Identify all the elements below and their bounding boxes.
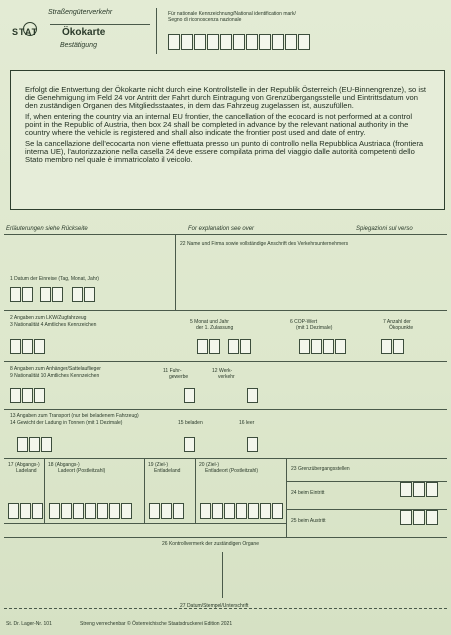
cop-box[interactable]: [335, 339, 346, 354]
field-16-label: 16 leer: [239, 420, 255, 426]
entry-box[interactable]: [400, 482, 412, 497]
field-25-label: 25 beim Austritt: [291, 518, 326, 524]
field-12-label-a: 12 Werk-: [212, 368, 233, 374]
divider: [44, 459, 45, 523]
exit-box[interactable]: [400, 510, 412, 525]
weight-box[interactable]: [41, 437, 52, 452]
field-7-label-b: Ökopunkte: [389, 325, 414, 331]
unloading-country-box[interactable]: [149, 503, 160, 519]
trailer-nationality-box[interactable]: [22, 388, 33, 403]
field-9-10-label: 9 Nationalität 10 Amtliches Kennzeichen: [10, 373, 100, 379]
loading-country-box[interactable]: [20, 503, 31, 519]
trailer-nationality-box[interactable]: [34, 388, 45, 403]
registration-month-box[interactable]: [209, 339, 220, 354]
loaded-checkbox[interactable]: [184, 437, 195, 452]
field-14-label: 14 Gewicht der Ladung in Tonnen (mit 1 Dezimale): [10, 420, 123, 426]
field-27-label: 27 Datum/Stempel/Unterschrift: [180, 603, 249, 609]
cop-box[interactable]: [311, 339, 322, 354]
date-box[interactable]: [40, 287, 51, 302]
registration-year-box[interactable]: [240, 339, 251, 354]
field-17-label-b: Ladeland: [16, 468, 37, 474]
weight-box[interactable]: [17, 437, 28, 452]
ident-box[interactable]: [246, 34, 258, 50]
logo-mark: [12, 22, 46, 40]
ident-box[interactable]: [181, 34, 193, 50]
ident-box[interactable]: [220, 34, 232, 50]
unloading-postcode-box[interactable]: [260, 503, 271, 519]
trailer-nationality-box[interactable]: [10, 388, 21, 403]
ident-box[interactable]: [285, 34, 297, 50]
divider: [222, 552, 223, 598]
divider: [4, 234, 447, 235]
loading-postcode-box[interactable]: [49, 503, 60, 519]
ident-box[interactable]: [272, 34, 284, 50]
divider: [175, 234, 176, 310]
unloading-postcode-box[interactable]: [200, 503, 211, 519]
explain-it: Spiegazioni sul verso: [356, 226, 413, 232]
field-8-label: 8 Angaben zum Anhänger/Sattelauflieger: [10, 366, 101, 372]
divider: [286, 459, 287, 537]
loading-country-box[interactable]: [8, 503, 19, 519]
divider: [4, 523, 286, 524]
loading-postcode-box[interactable]: [61, 503, 72, 519]
weight-box[interactable]: [29, 437, 40, 452]
field-15-label: 15 beladen: [178, 420, 203, 426]
explain-en: For explanation see over: [188, 226, 255, 232]
date-box[interactable]: [52, 287, 63, 302]
notice-en: If, when entering the country via an internal EU frontier, the cancellation of the ecocard is not performed at a control point in the Republic of Austria, then box 24 shall be completed in advance by the relevant national authority in the country where the vehicle is registered and shall also indicate the frontier post used and date of entry.: [25, 112, 413, 137]
loading-postcode-box[interactable]: [121, 503, 132, 519]
field-23-label: 23 Grenzübergangsstellen: [291, 466, 350, 472]
notice-box: [10, 70, 445, 210]
field-20-label-a: 20 (Ziel-): [199, 462, 220, 468]
footer-stock-number: St. Dr. Lager-Nr. 101: [6, 621, 52, 627]
haulage-checkbox[interactable]: [184, 388, 195, 403]
logo-text: STAT: [12, 27, 39, 37]
field-7-label-a: 7 Anzahl der: [383, 319, 411, 325]
field-20-label-b: Entladeort (Postleitzahl): [205, 468, 259, 474]
field-11-label-a: 11 Fuhr-: [163, 368, 182, 374]
ident-box[interactable]: [207, 34, 219, 50]
registration-month-box[interactable]: [197, 339, 208, 354]
date-box[interactable]: [72, 287, 83, 302]
divider: [144, 459, 145, 523]
footer-print-note: Streng verrechenbar © Österreichische Staatsdruckerei Edition 2021: [80, 621, 233, 627]
field-12-label-b: verkehr: [218, 374, 235, 380]
entry-box[interactable]: [413, 482, 425, 497]
nationality-box[interactable]: [34, 339, 45, 354]
loading-country-box[interactable]: [32, 503, 43, 519]
field-5-label-a: 5 Monat und Jahr: [190, 319, 229, 325]
date-box[interactable]: [22, 287, 33, 302]
field-19-label-a: 19 (Ziel-): [148, 462, 169, 468]
ident-box[interactable]: [298, 34, 310, 50]
ident-box[interactable]: [233, 34, 245, 50]
notice-de: Erfolgt die Entwertung der Ökokarte nicht durch eine Kontrollstelle in der Republik Österreich (EU-Binnengrenze), so ist die Genehmigung im Feld 24 vor Antritt der Fahrt durch Eintragung von Grenzübergangsstelle und Eintrittsdatum von den zuständigen Organen des Mitgliedsstaates, in dem das Fahrzeug zugelassen ist, auszufüllen.: [25, 85, 426, 110]
field-2-label: 2 Angaben zum LKW/Zugfahrzeug: [10, 315, 87, 321]
cop-box[interactable]: [299, 339, 310, 354]
empty-checkbox[interactable]: [247, 437, 258, 452]
field-11-label-b: gewerbe: [169, 374, 189, 380]
ident-box[interactable]: [259, 34, 271, 50]
divider: [4, 361, 447, 362]
unloading-postcode-box[interactable]: [272, 503, 283, 519]
field-6-label-a: 6 COP-Wert: [290, 319, 318, 325]
unloading-postcode-box[interactable]: [248, 503, 259, 519]
field-24-label: 24 beim Eintritt: [291, 490, 325, 496]
date-box[interactable]: [84, 287, 95, 302]
field-18-label-a: 18 (Abgangs-): [48, 462, 80, 468]
unloading-country-box[interactable]: [161, 503, 172, 519]
divider: [195, 459, 196, 523]
header-subtitle: Bestätigung: [60, 42, 97, 49]
loading-postcode-box[interactable]: [73, 503, 84, 519]
ident-label-2: Segno di riconoscenza nazionale: [168, 17, 242, 23]
notice-it: Se la cancellazione dell'ecocarta non viene effettuata presso un punto di controllo nella Repubblica Austriaca (frontiera interna UE), l'autorizzazione nella casella 24 deve essere compilata prima del viaggio dalle autorità competenti dello Stato membro nel quale è immatricolato il veicolo.: [25, 139, 424, 164]
field-19-label-b: Entladeland: [154, 468, 181, 474]
nationality-box[interactable]: [22, 339, 33, 354]
divider: [4, 537, 447, 538]
field-5-label-b: der 1. Zulassung: [196, 325, 234, 331]
ident-box[interactable]: [168, 34, 180, 50]
field-22-label: 22 Name und Firma sowie vollständige Anschrift des Verkehrsunternehmers: [180, 241, 349, 247]
ecopoints-box[interactable]: [381, 339, 392, 354]
loading-postcode-box[interactable]: [85, 503, 96, 519]
loading-postcode-box[interactable]: [109, 503, 120, 519]
exit-box[interactable]: [426, 510, 438, 525]
entry-box[interactable]: [426, 482, 438, 497]
own-account-checkbox[interactable]: [247, 388, 258, 403]
field-26-label: 26 Kontrollvermerk der zuständigen Organe: [162, 541, 259, 547]
divider: [4, 310, 447, 311]
ident-label-1: Für nationale Kennzeichnung/National identification mark/: [168, 11, 296, 17]
page-title: Ökokarte: [62, 27, 106, 38]
date-box[interactable]: [10, 287, 21, 302]
divider: [4, 458, 447, 459]
field-18-label-b: Ladeort (Postleitzahl): [58, 468, 106, 474]
field-1-label: 1 Datum der Einreise (Tag, Monat, Jahr): [10, 276, 99, 282]
nationality-box[interactable]: [10, 339, 21, 354]
divider: [4, 409, 447, 410]
header-line1: Straßengüterverkehr: [48, 9, 113, 16]
registration-year-box[interactable]: [228, 339, 239, 354]
cop-box[interactable]: [323, 339, 334, 354]
ecopoints-box[interactable]: [393, 339, 404, 354]
field-3-4-label: 3 Nationalität 4 Amtliches Kennzeichen: [10, 322, 97, 328]
unloading-country-box[interactable]: [173, 503, 184, 519]
unloading-postcode-box[interactable]: [236, 503, 247, 519]
field-13-label: 13 Angaben zum Transport (nur bei beladenem Fahrzeug): [10, 413, 139, 419]
unloading-postcode-box[interactable]: [212, 503, 223, 519]
header-logo-area: [8, 8, 157, 54]
ident-box[interactable]: [194, 34, 206, 50]
exit-box[interactable]: [413, 510, 425, 525]
explain-de: Erläuterungen siehe Rückseite: [6, 226, 88, 232]
field-17-label-a: 17 (Abgangs-): [8, 462, 40, 468]
unloading-postcode-box[interactable]: [224, 503, 235, 519]
field-6-label-b: (mit 1 Dezimale): [296, 325, 333, 331]
loading-postcode-box[interactable]: [97, 503, 108, 519]
